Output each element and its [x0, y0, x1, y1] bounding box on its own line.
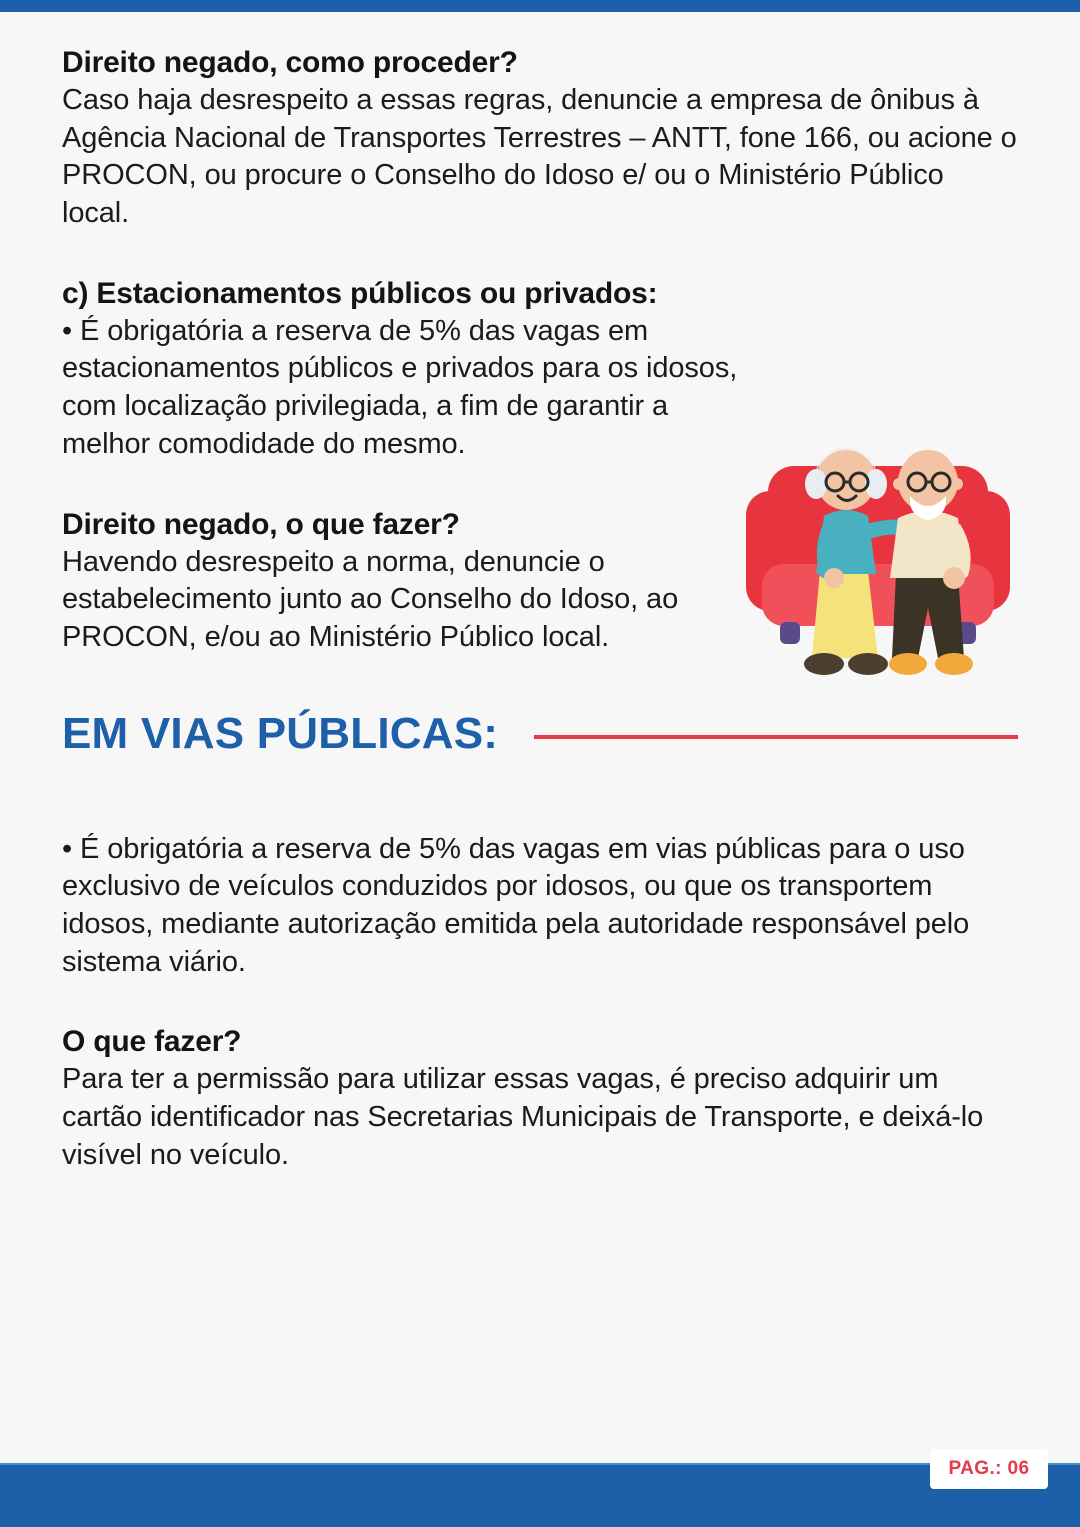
heading-direito-negado-como-proceder: Direito negado, como proceder?: [62, 46, 518, 79]
footer-dark-bar: [0, 1465, 1080, 1527]
section-title: EM VIAS PÚBLICAS:: [62, 708, 499, 758]
spacer: [62, 233, 1018, 277]
section-header-vias-publicas: [62, 709, 1018, 759]
paragraph-direito-negado-como-proceder: Caso haja desrespeito a essas regras, denuncie a empresa de ônibus à Agência Nacional de Transportes Terrestres – ANTT, fone 166, ou acione o PROCON, ou procure o Conselho do Idoso e/ ou o Ministério Público local.: [62, 84, 1017, 230]
spacer: [62, 981, 1018, 1025]
paragraph-vias-publicas: • É obrigatória a reserva de 5% das vagas em vias públicas para o uso exclusivo de veículos conduzidos por idosos, ou que os transportem idosos, mediante autorização emitida pela autoridade responsável pelo sistema viário.: [62, 832, 970, 978]
footer-bars: [0, 1417, 1080, 1527]
paragraph-o-que-fazer: Para ter a permissão para utilizar essas vagas, é preciso adquirir um cartão identificador nas Secretarias Municipais de Transporte, e deixá-lo visível no veículo.: [62, 1063, 984, 1171]
page-number-badge: PAG.: 06: [930, 1449, 1048, 1489]
heading-direito-negado-o-que-fazer: Direito negado, o que fazer?: [62, 507, 460, 541]
heading-estacionamentos: c) Estacionamentos públicos ou privados:: [62, 276, 658, 310]
heading-o-que-fazer: O que fazer?: [62, 1025, 242, 1059]
elderly-couple-illustration: [728, 396, 1028, 696]
paragraph-direito-negado-o-que-fazer: Havendo desrespeito a norma, denuncie o estabelecimento junto ao Conselho do Idoso, ao PROCON, e/ou ao Ministério Público local.: [62, 545, 679, 653]
section-divider-rule: [534, 735, 1018, 739]
spacer: [62, 759, 1018, 831]
paragraph-estacionamentos: • É obrigatória a reserva de 5% das vagas em estacionamentos públicos e privados para os idosos, com localização privilegiada, a fim de garantir a melhor comodidade do mesmo.: [62, 314, 738, 460]
